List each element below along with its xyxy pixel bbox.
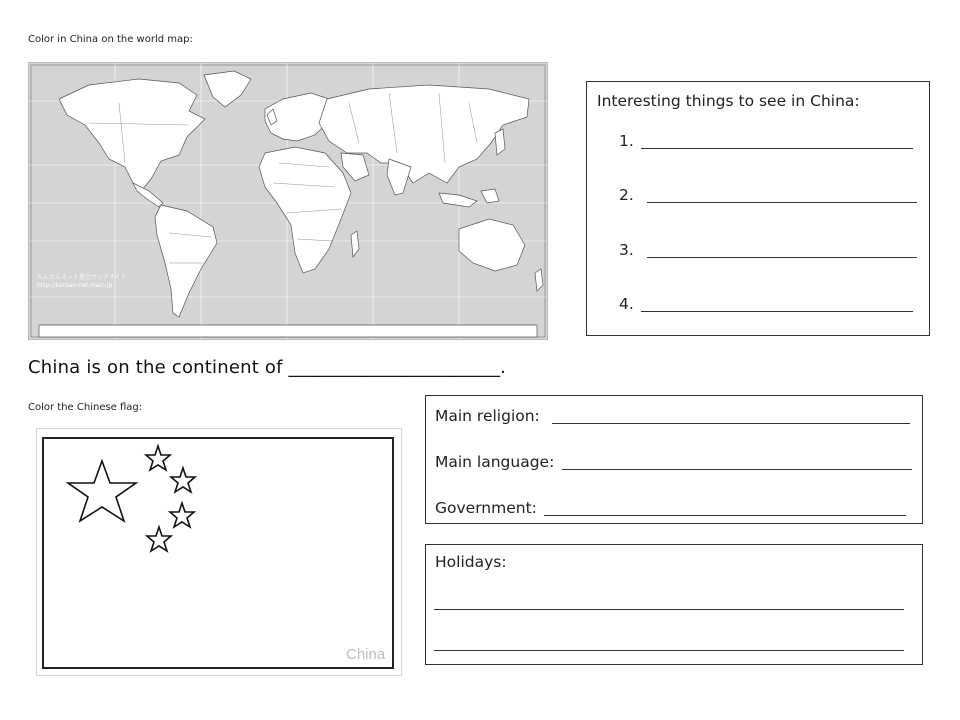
holidays-answer-line-1[interactable]: [434, 609, 904, 610]
government-label: Government:: [435, 499, 537, 517]
small-star-icon-1[interactable]: [146, 446, 170, 470]
answer-line-1[interactable]: [641, 148, 913, 149]
religion-label: Main religion:: [435, 407, 540, 425]
religion-answer-line[interactable]: [552, 423, 910, 424]
chinese-flag-outline[interactable]: [42, 437, 394, 669]
language-label: Main language:: [435, 453, 555, 471]
small-star-icon-4[interactable]: [147, 527, 171, 551]
small-star-icon-3[interactable]: [170, 503, 194, 527]
facts-box: [425, 395, 923, 524]
interesting-things-title: Interesting things to see in China:: [597, 92, 860, 110]
world-map[interactable]: [28, 62, 548, 340]
list-number-1: 1.: [619, 132, 634, 150]
map-instruction: Color in China on the world map:: [28, 34, 193, 45]
large-star-icon[interactable]: [68, 461, 136, 521]
list-number-3: 3.: [619, 241, 634, 259]
language-answer-line[interactable]: [562, 469, 912, 470]
holidays-title: Holidays:: [435, 553, 507, 571]
answer-line-2[interactable]: [647, 202, 917, 203]
small-star-icon-2[interactable]: [171, 468, 195, 492]
map-watermark-line2: http://kantan-net.main.jp: [37, 282, 113, 289]
list-number-4: 4.: [619, 295, 634, 313]
continent-question: China is on the continent of _______________________.: [28, 357, 507, 378]
flag-stars-graphic: [44, 439, 392, 667]
holidays-answer-line-2[interactable]: [434, 650, 904, 651]
world-map-graphic: [29, 63, 547, 339]
list-number-2: 2.: [619, 186, 634, 204]
map-watermark-line1: かんたんネット教会ワンクサイト: [37, 274, 127, 281]
government-answer-line[interactable]: [544, 515, 906, 516]
answer-line-3[interactable]: [647, 257, 917, 258]
interesting-things-box: [586, 81, 930, 336]
answer-line-4[interactable]: [641, 311, 913, 312]
holidays-box: [425, 544, 923, 665]
flag-instruction: Color the Chinese flag:: [28, 402, 143, 413]
flag-caption: China: [346, 646, 386, 663]
